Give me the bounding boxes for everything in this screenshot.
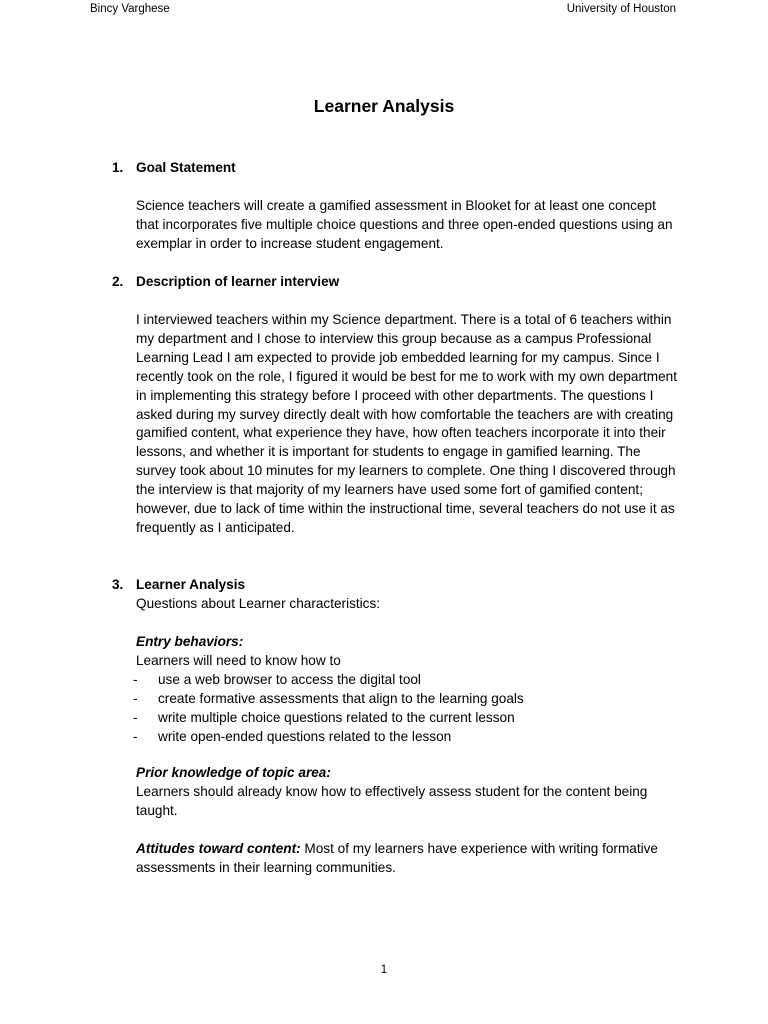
list-item	[133, 728, 673, 747]
section-3-number: 3.	[112, 577, 124, 592]
entry-behaviors-intro: Learners will need to know how to	[136, 653, 341, 668]
section-1-number: 1.	[112, 160, 124, 175]
list-dash: -	[133, 690, 138, 706]
section-3-subheading: Questions about Learner characteristics:	[136, 596, 381, 611]
list-dash: -	[133, 672, 138, 687]
entry-behaviors-list	[133, 671, 673, 747]
list-item	[133, 690, 673, 709]
prior-knowledge-text: Learners should already know how to effectively assess student for the content being taught.	[136, 784, 648, 818]
section-1-heading: Goal Statement	[136, 160, 236, 175]
attitudes-paragraph	[136, 840, 676, 878]
section-2-paragraph: I interviewed teachers within my Science department. There is a total of 6 teachers within my department and I chose to interview this group because as a campus Professional Learning Lead I am expected to provide job embedded learning for my campus. Since I recently took on the role, I figured it would be best for me to work with my own department in implementing this strategy before I proceed with other departments. The questions I asked during my survey directly dealt with how comfortable the teachers are with creating gamified content, what experience they have, how often teachers incorporate it into their lessons, and whether it is important for students to engage in gamified learning. The survey took about 10 minutes for my learners to complete. One thing I discovered through the interview is that majority of my learners have used some fort of gamified content; however, due to lack of time within the instructional time, several teachers do not use it as frequently as I anticipated.	[136, 312, 677, 535]
prior-knowledge-label: Prior knowledge of topic area:	[136, 765, 331, 780]
list-item-text: use a web browser to access the digital tool	[158, 672, 421, 687]
section-2-number: 2.	[112, 274, 124, 289]
page-title: Learner Analysis	[313, 96, 455, 116]
section-3-heading: Learner Analysis	[136, 577, 246, 592]
attitudes-label: Attitudes toward content:	[136, 841, 301, 856]
list-item	[133, 709, 673, 728]
attitudes-text: Most of my learners have experience with writing formative assessments in their learning communities.	[136, 841, 658, 875]
header-institution: University of Houston	[566, 3, 676, 15]
list-item-text: write open-ended questions related to the lesson	[158, 728, 452, 744]
list-item-text: write multiple choice questions related to the current lesson	[158, 709, 515, 725]
page-number: 1	[380, 964, 388, 976]
list-dash: -	[133, 728, 138, 744]
section-2-heading: Description of learner interview	[136, 274, 340, 289]
entry-behaviors-label: Entry behaviors:	[136, 634, 244, 649]
header-author: Bincy Varghese	[90, 3, 170, 15]
section-1-paragraph: Science teachers will create a gamified assessment in Blooket for at least one concept that incorporates five multiple choice questions and three open-ended questions using an exemplar in order to increase student engagement.	[136, 198, 673, 251]
list-dash: -	[133, 709, 138, 725]
list-item	[133, 671, 673, 690]
list-item-text: create formative assessments that align to the learning goals	[158, 690, 524, 706]
